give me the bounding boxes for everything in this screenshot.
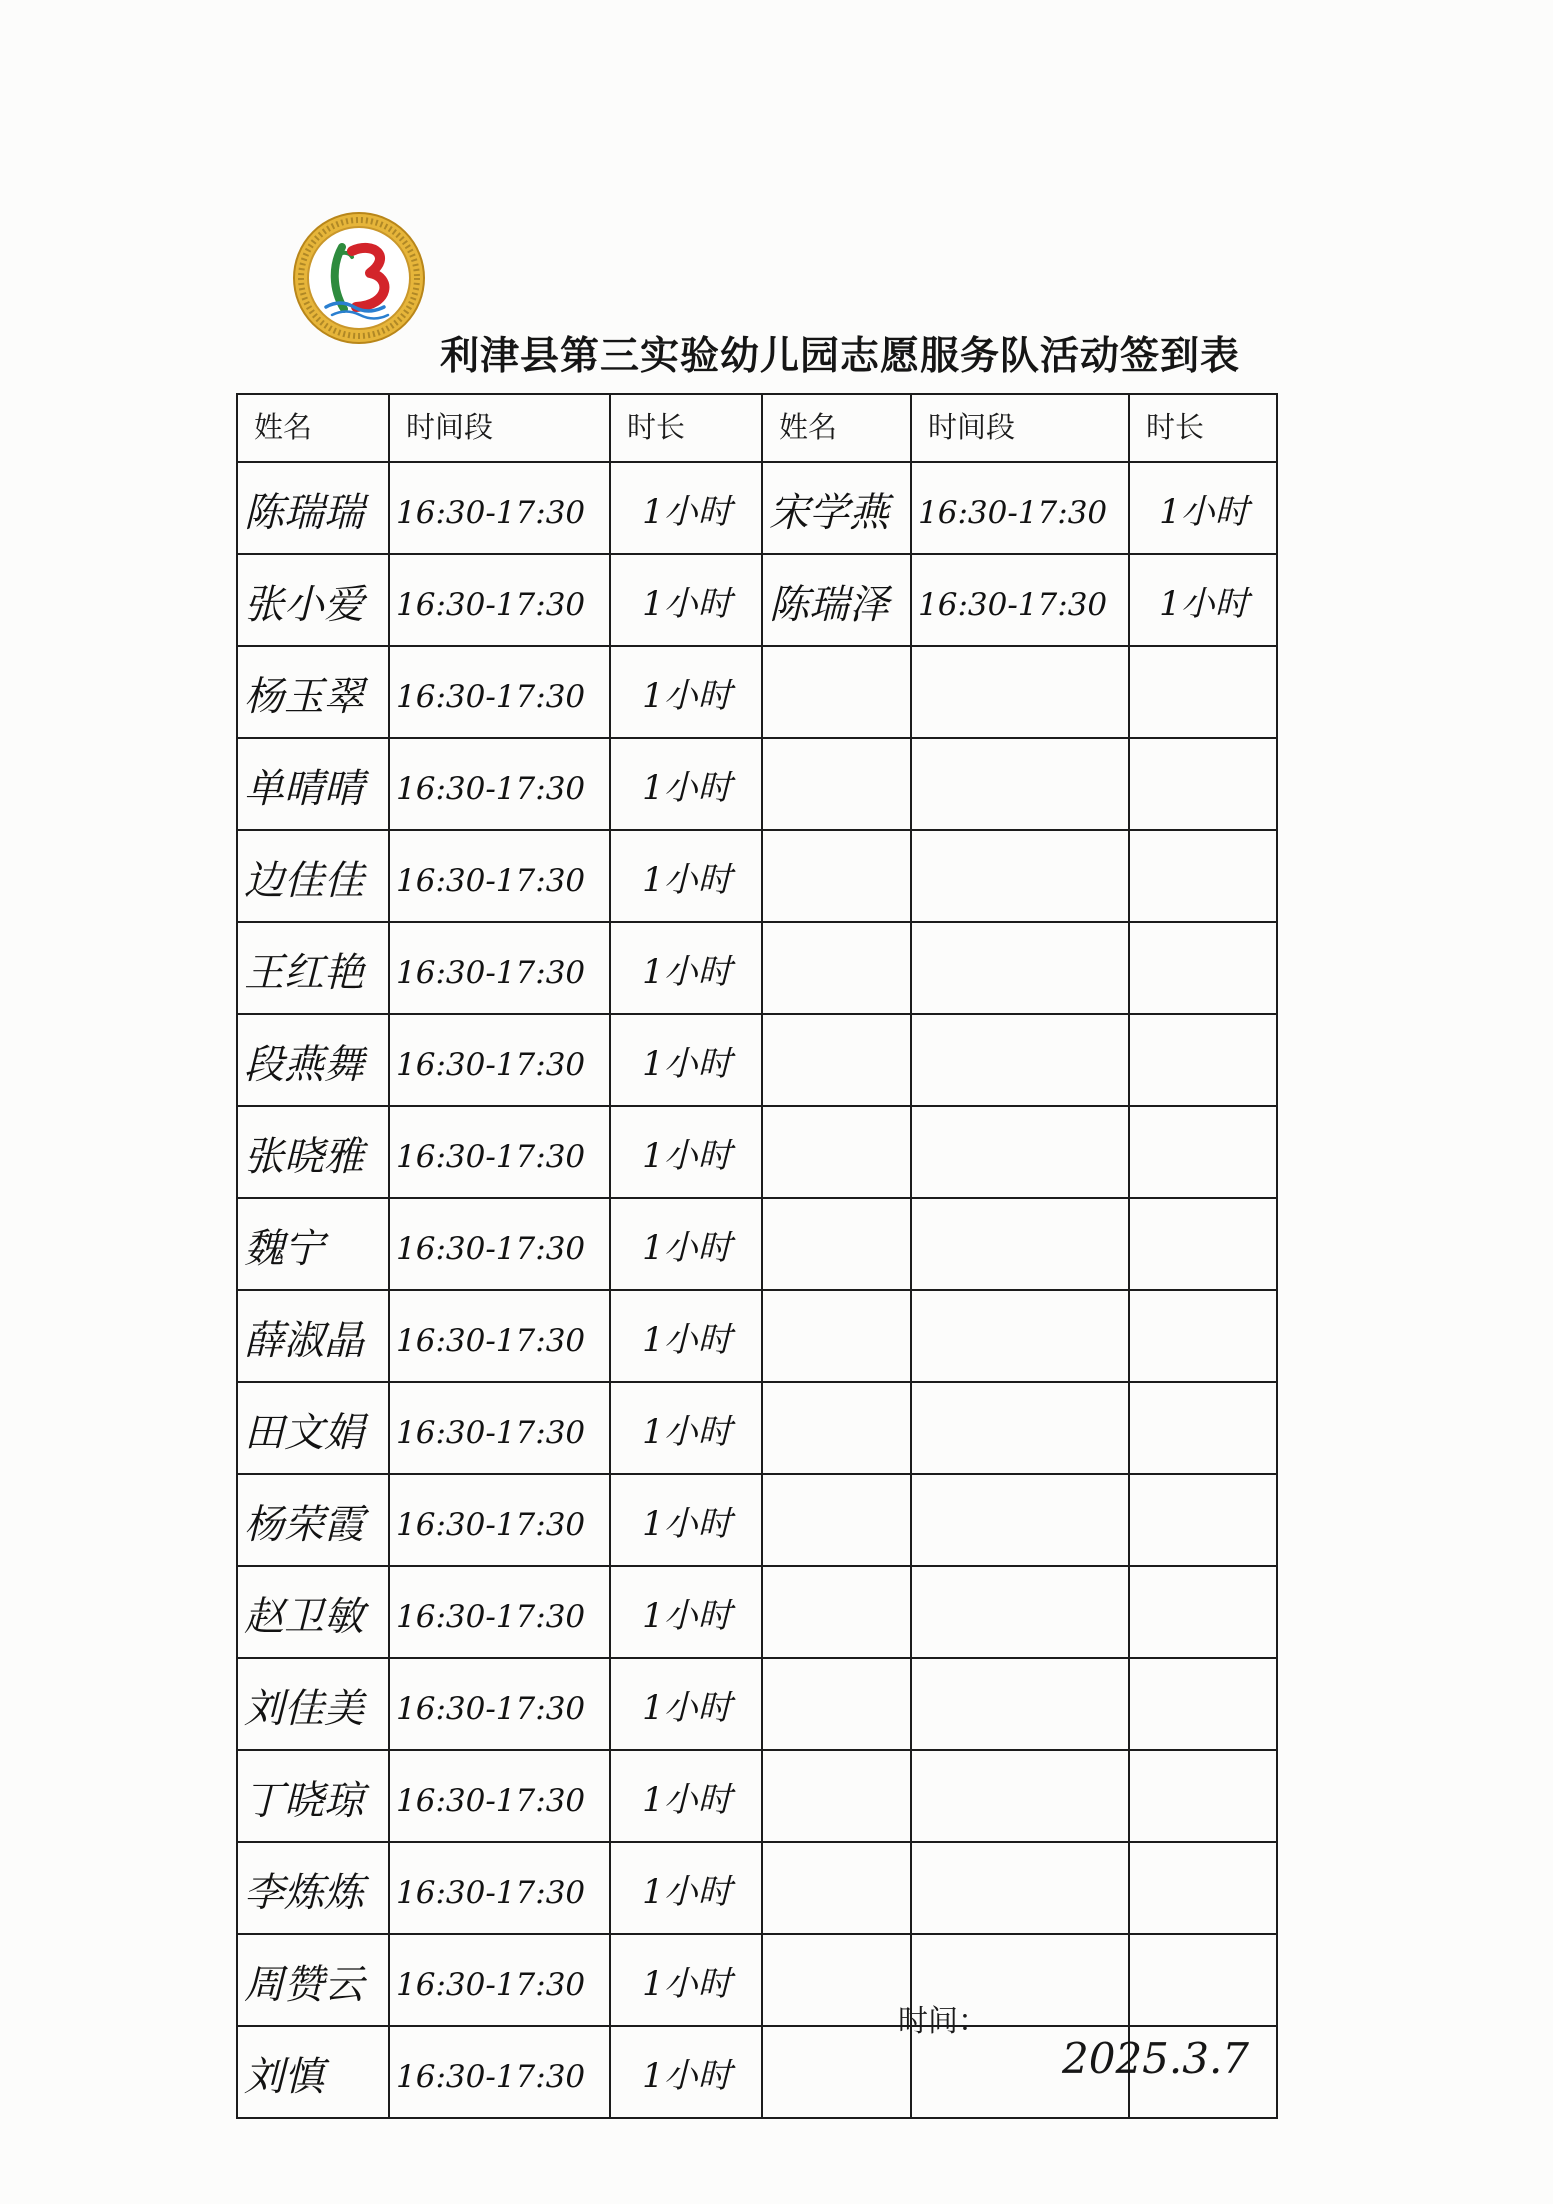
empty-cell	[762, 1382, 911, 1474]
empty-cell	[911, 830, 1129, 922]
duration-cell: 1小时	[610, 1934, 762, 2026]
time-cell: 16:30-17:30	[389, 1566, 610, 1658]
duration-cell: 1小时	[610, 1566, 762, 1658]
header-duration: 时长	[610, 394, 762, 462]
empty-cell	[1129, 1106, 1277, 1198]
empty-cell	[1129, 1750, 1277, 1842]
name-cell: 丁晓琼	[237, 1750, 389, 1842]
duration-cell: 1小时	[1129, 554, 1277, 646]
time-cell: 16:30-17:30	[389, 1658, 610, 1750]
empty-cell	[911, 1842, 1129, 1934]
time-cell: 16:30-17:30	[389, 1106, 610, 1198]
name-cell: 刘慎	[237, 2026, 389, 2118]
empty-cell	[762, 830, 911, 922]
time-cell: 16:30-17:30	[389, 1474, 610, 1566]
duration-cell: 1小时	[610, 738, 762, 830]
table-row	[237, 830, 1277, 922]
empty-cell	[762, 922, 911, 1014]
duration-cell: 1小时	[610, 1382, 762, 1474]
table-row	[237, 1474, 1277, 1566]
duration-cell: 1小时	[610, 830, 762, 922]
duration-cell: 1小时	[610, 1474, 762, 1566]
header-time-period: 时间段	[389, 394, 610, 462]
time-cell: 16:30-17:30	[389, 1290, 610, 1382]
empty-cell	[911, 646, 1129, 738]
name-cell: 周赞云	[237, 1934, 389, 2026]
duration-cell: 1小时	[610, 1014, 762, 1106]
table-row	[237, 1106, 1277, 1198]
name-cell: 魏宁	[237, 1198, 389, 1290]
time-cell: 16:30-17:30	[389, 1750, 610, 1842]
empty-cell	[911, 1658, 1129, 1750]
empty-cell	[911, 1014, 1129, 1106]
name-cell: 田文娟	[237, 1382, 389, 1474]
time-cell: 16:30-17:30	[389, 738, 610, 830]
name-cell: 张晓雅	[237, 1106, 389, 1198]
duration-cell: 1小时	[610, 922, 762, 1014]
table-row	[237, 1014, 1277, 1106]
name-cell: 李炼炼	[237, 1842, 389, 1934]
table-row	[237, 1934, 1277, 2026]
empty-cell	[762, 1750, 911, 1842]
empty-cell	[1129, 1198, 1277, 1290]
time-cell: 16:30-17:30	[389, 1382, 610, 1474]
table-row	[237, 1382, 1277, 1474]
duration-cell: 1小时	[610, 1290, 762, 1382]
empty-cell	[1129, 1474, 1277, 1566]
time-cell: 16:30-17:30	[911, 554, 1129, 646]
time-cell: 16:30-17:30	[389, 830, 610, 922]
empty-cell	[911, 1750, 1129, 1842]
table-row	[237, 1842, 1277, 1934]
duration-cell: 1小时	[610, 646, 762, 738]
empty-cell	[762, 738, 911, 830]
time-cell: 16:30-17:30	[389, 2026, 610, 2118]
duration-cell: 1小时	[610, 1106, 762, 1198]
time-cell: 16:30-17:30	[389, 1014, 610, 1106]
table-row	[237, 922, 1277, 1014]
name-cell: 边佳佳	[237, 830, 389, 922]
table-row	[237, 462, 1277, 554]
empty-cell	[1129, 922, 1277, 1014]
table-row	[237, 1566, 1277, 1658]
empty-cell	[911, 1382, 1129, 1474]
header-duration: 时长	[1129, 394, 1277, 462]
empty-cell	[762, 1842, 911, 1934]
empty-cell	[911, 922, 1129, 1014]
duration-cell: 1小时	[610, 1750, 762, 1842]
name-cell: 刘佳美	[237, 1658, 389, 1750]
empty-cell	[762, 2026, 911, 2118]
name-cell: 宋学燕	[762, 462, 911, 554]
empty-cell	[911, 738, 1129, 830]
name-cell: 张小爱	[237, 554, 389, 646]
empty-cell	[1129, 1658, 1277, 1750]
empty-cell	[762, 1566, 911, 1658]
empty-cell	[1129, 1934, 1277, 2026]
page-title: 利津县第三实验幼儿园志愿服务队活动签到表	[440, 333, 1241, 379]
empty-cell	[762, 1474, 911, 1566]
duration-cell: 1小时	[610, 2026, 762, 2118]
empty-cell	[1129, 646, 1277, 738]
duration-cell: 1小时	[610, 1658, 762, 1750]
name-cell: 陈瑞瑞	[237, 462, 389, 554]
empty-cell	[762, 1290, 911, 1382]
duration-cell: 1小时	[1129, 462, 1277, 554]
time-cell: 16:30-17:30	[389, 1198, 610, 1290]
name-cell: 单晴晴	[237, 738, 389, 830]
name-cell: 赵卫敏	[237, 1566, 389, 1658]
time-cell: 16:30-17:30	[389, 554, 610, 646]
empty-cell	[911, 1198, 1129, 1290]
signin-table	[236, 393, 1278, 2119]
empty-cell	[1129, 1566, 1277, 1658]
empty-cell	[762, 1658, 911, 1750]
table-row	[237, 554, 1277, 646]
header-time-period: 时间段	[911, 394, 1129, 462]
time-cell: 16:30-17:30	[389, 922, 610, 1014]
empty-cell	[1129, 830, 1277, 922]
empty-cell	[911, 1106, 1129, 1198]
empty-cell	[1129, 738, 1277, 830]
time-cell: 16:30-17:30	[389, 462, 610, 554]
empty-cell	[911, 1290, 1129, 1382]
duration-cell: 1小时	[610, 1842, 762, 1934]
name-cell: 薛淑晶	[237, 1290, 389, 1382]
table-row	[237, 738, 1277, 830]
empty-cell	[762, 1198, 911, 1290]
header-row	[237, 394, 1277, 462]
time-cell: 16:30-17:30	[389, 1842, 610, 1934]
name-cell: 陈瑞泽	[762, 554, 911, 646]
name-cell: 杨玉翠	[237, 646, 389, 738]
school-logo-icon	[292, 211, 426, 345]
table-row	[237, 646, 1277, 738]
table-row	[237, 1198, 1277, 1290]
duration-cell: 1小时	[610, 462, 762, 554]
header-name: 姓名	[237, 394, 389, 462]
duration-cell: 1小时	[610, 1198, 762, 1290]
time-cell: 16:30-17:30	[911, 462, 1129, 554]
empty-cell	[762, 1106, 911, 1198]
date-label: 时间：	[898, 2004, 988, 2039]
date-value: 2025.3.7	[1062, 2034, 1250, 2083]
empty-cell	[762, 646, 911, 738]
header-name: 姓名	[762, 394, 911, 462]
name-cell: 王红艳	[237, 922, 389, 1014]
empty-cell	[911, 1566, 1129, 1658]
empty-cell	[1129, 1290, 1277, 1382]
empty-cell	[911, 1474, 1129, 1566]
empty-cell	[1129, 1842, 1277, 1934]
table-row	[237, 1750, 1277, 1842]
name-cell: 杨荣霞	[237, 1474, 389, 1566]
empty-cell	[762, 1934, 911, 2026]
empty-cell	[1129, 1382, 1277, 1474]
empty-cell	[1129, 1014, 1277, 1106]
name-cell: 段燕舞	[237, 1014, 389, 1106]
table-row	[237, 1290, 1277, 1382]
table-row	[237, 1658, 1277, 1750]
time-cell: 16:30-17:30	[389, 646, 610, 738]
empty-cell	[762, 1014, 911, 1106]
duration-cell: 1小时	[610, 554, 762, 646]
time-cell: 16:30-17:30	[389, 1934, 610, 2026]
